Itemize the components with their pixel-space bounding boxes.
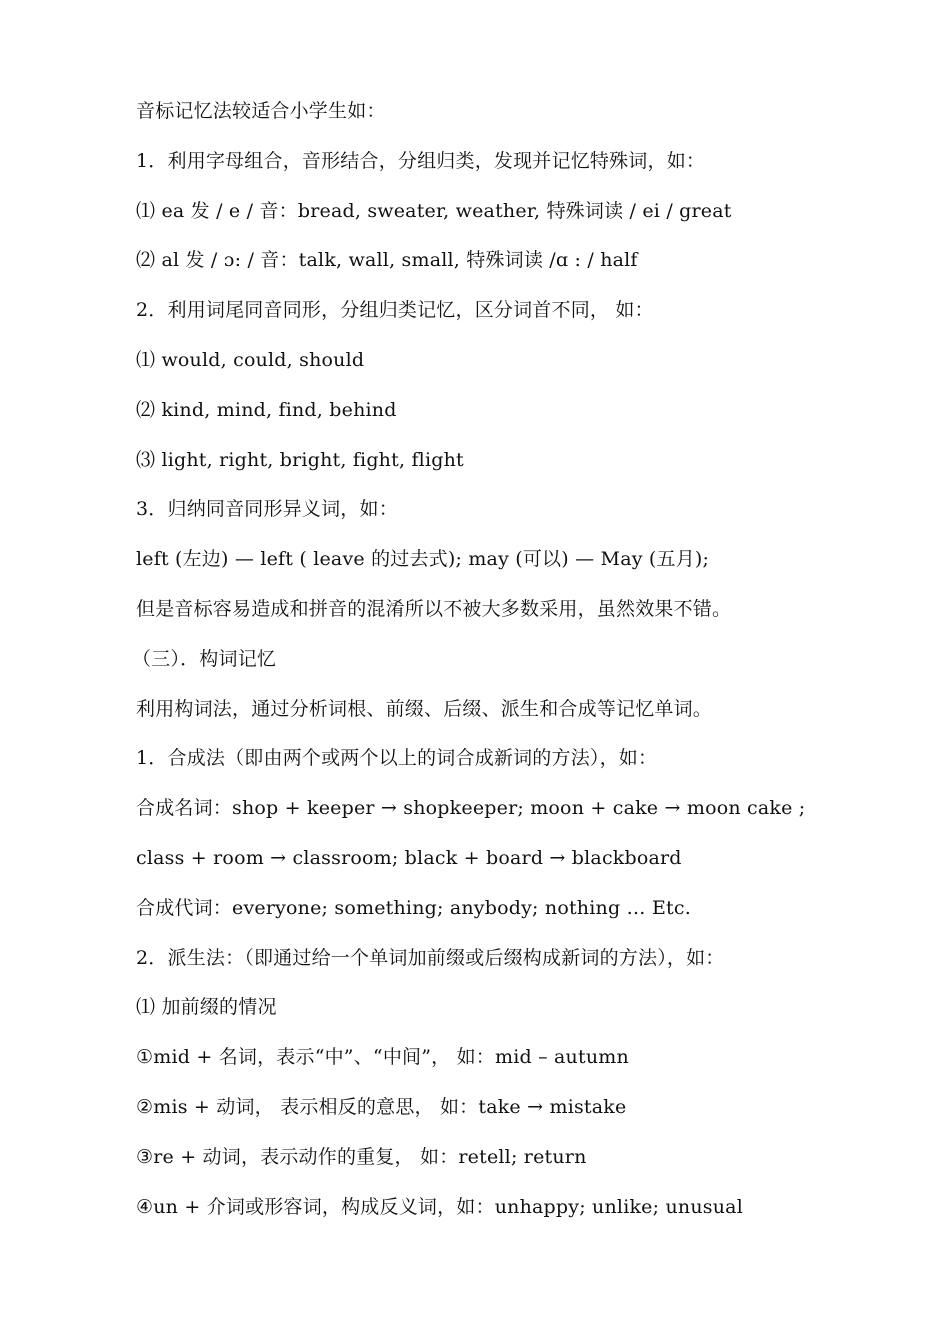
paragraph-line: 但是音标容易造成和拼音的混淆所以不被大多数采用，虽然效果不错。 — [136, 597, 732, 620]
paragraph-line: ①mid + 名词，表示“中”、“中间”， 如：mid – autumn — [136, 1046, 629, 1069]
paragraph-line: 1．利用字母组合，音形结合，分组归类，发现并记忆特殊词，如： — [136, 149, 706, 172]
paragraph-line: 合成代词：everyone; something; anybody; nothing … Etc. — [136, 896, 691, 919]
paragraph-line: 2．利用词尾同音同形，分组归类记忆，区分词首不同， 如： — [136, 299, 654, 322]
paragraph-line: ②mis + 动词， 表示相反的意思， 如：take → mistake — [136, 1095, 627, 1118]
document-body — [132, 94, 926, 1239]
paragraph-line: class + room → classroom; black + board → blackboard — [136, 846, 682, 869]
paragraph-line: 音标记忆法较适合小学生如： — [136, 100, 386, 122]
paragraph-line: ③re + 动词，表示动作的重复， 如：retell; return — [136, 1145, 587, 1168]
paragraph-line: ⑵ kind, mind, find, behind — [136, 398, 397, 421]
paragraph-line: ④un + 介词或形容词，构成反义词，如：unhappy; unlike; unusual — [136, 1195, 743, 1218]
paragraph-line: 3．归纳同音同形异义词，如： — [136, 498, 398, 521]
paragraph-line: 利用构词法，通过分析词根、前缀、后缀、派生和合成等记忆单词。 — [136, 697, 713, 720]
paragraph-line: ⑴ ea 发 / e / 音：bread, sweater, weather, 特殊词读 / ei / great — [136, 199, 732, 222]
section-heading: （三）．构词记忆 — [132, 647, 277, 670]
paragraph-line: 1．合成法（即由两个或两个以上的词合成新词的方法），如： — [136, 747, 658, 770]
paragraph-line: ⑶ light, right, bright, fight, flight — [136, 448, 464, 471]
paragraph-line: ⑵ al 发 / ɔ: / 音：talk, wall, small, 特殊词读 /ɑ : / half — [136, 249, 638, 272]
paragraph-line: left (左边) — left ( leave 的过去式); may (可以) — May (五月); — [136, 548, 710, 571]
paragraph-line: ⑴ would, could, should — [136, 348, 365, 371]
paragraph-line: 2．派生法：（即通过给一个单词加前缀或后缀构成新词的方法），如： — [136, 946, 725, 969]
paragraph-line: ⑴ 加前缀的情况 — [136, 996, 277, 1019]
paragraph-line: 合成名词：shop + keeper → shopkeeper; moon + cake → moon cake ; — [136, 797, 806, 820]
